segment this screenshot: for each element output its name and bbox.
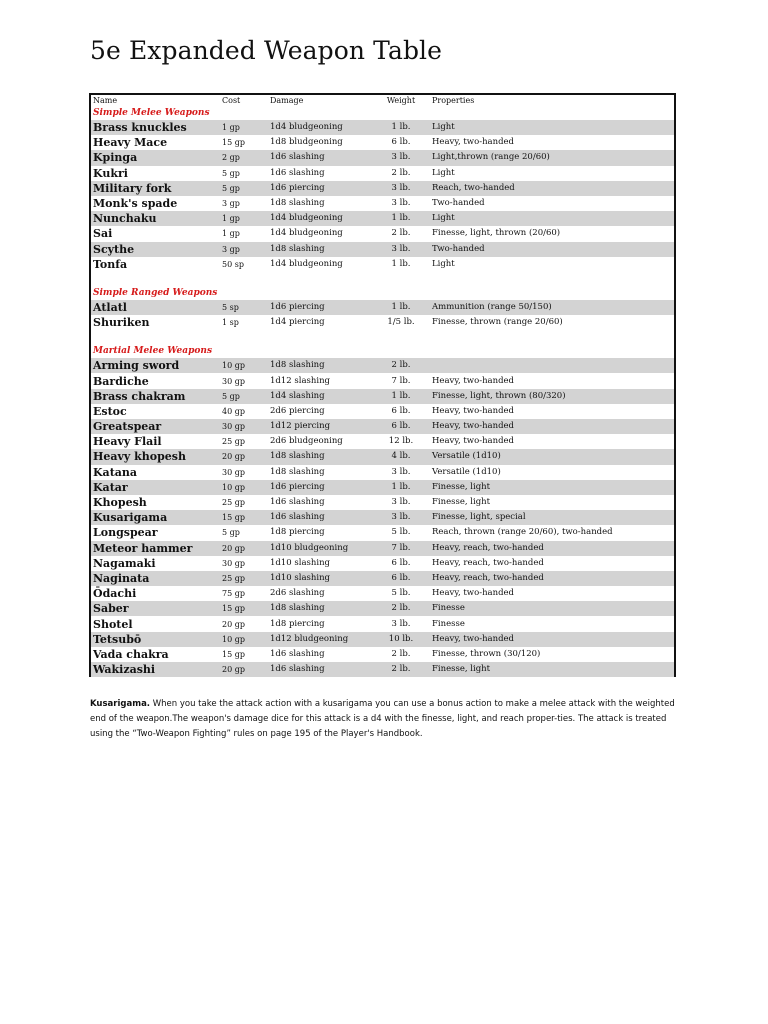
cell-damage: 1d6 piercing xyxy=(268,300,380,315)
cell-properties: Finesse, thrown (30/120) xyxy=(432,648,541,659)
cell-damage: 1d4 slashing xyxy=(268,389,380,404)
cell-weight: 2 lb. xyxy=(380,358,430,373)
cell-name: Khopesh xyxy=(93,496,147,510)
cell-cost: 1 gp xyxy=(220,211,268,226)
cell-cost: 75 gp xyxy=(222,589,245,599)
cell-properties: Heavy, two-handed xyxy=(430,632,674,647)
table-row xyxy=(91,586,674,601)
table-row xyxy=(91,632,674,647)
cell-properties: Light,thrown (range 20/60) xyxy=(430,150,674,165)
cell-properties: Finesse xyxy=(430,601,674,616)
table-row xyxy=(91,495,674,510)
cell-cost: 5 gp xyxy=(222,168,240,178)
table-row xyxy=(91,434,674,449)
weapon-table-body xyxy=(91,95,674,677)
cell-name: Vada chakra xyxy=(93,647,169,661)
cell-properties: Finesse, light, thrown (80/320) xyxy=(430,389,674,404)
table-row xyxy=(91,358,674,373)
cell-damage: 1d4 bludgeoning xyxy=(268,120,380,135)
cell-name: Kusarigama xyxy=(91,510,220,525)
cell-weight: 6 lb. xyxy=(391,405,411,416)
cell-weight: 3 lb. xyxy=(391,466,411,477)
cell-properties: Finesse, light xyxy=(432,497,491,508)
cell-cost: 20 gp xyxy=(220,662,268,677)
table-header-row xyxy=(91,95,674,107)
cell-damage: 1d10 slashing xyxy=(270,557,330,568)
cell-name: Tetsubō xyxy=(91,632,220,647)
cell-damage: 1d8 slashing xyxy=(270,466,325,477)
cell-damage: 1d12 bludgeoning xyxy=(268,632,380,647)
cell-weight: 2 lb. xyxy=(391,648,411,659)
cell-name: Atlatl xyxy=(91,300,220,315)
table-row xyxy=(91,211,674,226)
table-row xyxy=(91,242,674,257)
cell-damage: 1d4 piercing xyxy=(270,317,325,328)
cell-name: Katar xyxy=(91,480,220,495)
cell-weight: 1 lb. xyxy=(380,480,430,495)
cell-properties: Heavy, two-handed xyxy=(432,375,514,386)
cell-damage: 1d6 piercing xyxy=(268,480,380,495)
section-spacer xyxy=(91,272,674,287)
table-row xyxy=(91,510,674,525)
cell-weight: 12 lb. xyxy=(388,436,414,447)
cell-weight: 3 lb. xyxy=(380,181,430,196)
cell-name: Meteor hammer xyxy=(91,541,220,556)
cell-cost: 30 gp xyxy=(222,558,245,568)
cell-properties: Finesse, light xyxy=(430,662,674,677)
section-title: Simple Ranged Weapons xyxy=(93,287,218,298)
cell-name: Nunchaku xyxy=(91,211,220,226)
cell-name: Estoc xyxy=(93,404,127,418)
cell-cost: 10 gp xyxy=(220,632,268,647)
cell-damage: 1d4 bludgeoning xyxy=(270,258,343,269)
table-row xyxy=(91,226,674,241)
cell-weight: 3 lb. xyxy=(380,242,430,257)
cell-name: Kukri xyxy=(93,166,128,180)
table-row xyxy=(91,404,674,419)
cell-cost: 5 gp xyxy=(222,528,240,538)
table-row xyxy=(91,662,674,677)
section-header-row xyxy=(91,107,674,120)
header-damage: Damage xyxy=(270,96,304,105)
cell-properties: Versatile (1d10) xyxy=(430,449,674,464)
cell-weight: 7 lb. xyxy=(380,541,430,556)
cell-properties: Heavy, two-handed xyxy=(430,419,674,434)
section-header-row xyxy=(91,287,674,300)
table-row xyxy=(91,465,674,480)
cell-properties: Reach, thrown (range 20/60), two-handed xyxy=(432,527,613,538)
cell-weight: 1 lb. xyxy=(380,120,430,135)
cell-weight: 3 lb. xyxy=(391,497,411,508)
spacer-cell xyxy=(91,272,674,287)
cell-properties: Finesse, light xyxy=(430,480,674,495)
cell-weight: 6 lb. xyxy=(391,137,411,148)
cell-weight: 3 lb. xyxy=(391,618,411,629)
cell-properties: Light xyxy=(430,120,674,135)
cell-cost: 25 gp xyxy=(222,437,245,447)
cell-weight: 1 lb. xyxy=(391,258,411,269)
table-row xyxy=(91,541,674,556)
table-row xyxy=(91,616,674,631)
cell-cost: 2 gp xyxy=(220,150,268,165)
cell-name: Heavy Flail xyxy=(93,435,162,449)
cell-cost: 30 gp xyxy=(222,376,245,386)
cell-properties: Two-handed xyxy=(432,198,485,209)
cell-damage: 1d4 bludgeoning xyxy=(268,211,380,226)
cell-damage: 1d8 slashing xyxy=(268,601,380,616)
cell-name: Arming sword xyxy=(91,358,220,373)
cell-properties: Heavy, two-handed xyxy=(432,405,514,416)
table-row xyxy=(91,373,674,388)
cell-damage: 1d12 piercing xyxy=(268,419,380,434)
cell-properties: Two-handed xyxy=(430,242,674,257)
cell-cost: 10 gp xyxy=(220,480,268,495)
header-cost: Cost xyxy=(222,96,241,105)
cell-properties: Heavy, reach, two-handed xyxy=(432,557,544,568)
cell-name: Tonfa xyxy=(93,257,128,271)
cell-damage: 1d8 slashing xyxy=(268,358,380,373)
cell-damage: 1d8 slashing xyxy=(270,198,325,209)
table-row xyxy=(91,571,674,586)
weapon-table xyxy=(91,95,674,677)
cell-damage: 2d6 bludgeoning xyxy=(270,436,343,447)
cell-damage: 2d6 slashing xyxy=(270,588,325,599)
cell-name: Heavy Mace xyxy=(93,136,168,150)
cell-name: Monk's spade xyxy=(93,197,178,211)
cell-name: Brass knuckles xyxy=(91,120,220,135)
cell-properties: Heavy, two-handed xyxy=(432,137,514,148)
cell-weight: 1 lb. xyxy=(380,211,430,226)
cell-properties: Light xyxy=(432,258,455,269)
cell-cost: 15 gp xyxy=(220,601,268,616)
cell-weight: 6 lb. xyxy=(380,419,430,434)
cell-name: Brass chakram xyxy=(91,389,220,404)
cell-cost: 20 gp xyxy=(220,449,268,464)
table-row xyxy=(91,525,674,540)
cell-name: Katana xyxy=(93,465,138,479)
table-row xyxy=(91,150,674,165)
table-row xyxy=(91,300,674,315)
cell-weight: 3 lb. xyxy=(380,150,430,165)
cell-damage: 2d6 piercing xyxy=(270,405,325,416)
cell-damage: 1d6 slashing xyxy=(270,497,325,508)
cell-weight: 4 lb. xyxy=(380,449,430,464)
cell-damage: 1d6 slashing xyxy=(270,648,325,659)
cell-damage: 1d6 slashing xyxy=(268,662,380,677)
cell-name: Shotel xyxy=(93,617,133,631)
page-title: 5e Expanded Weapon Table xyxy=(90,36,443,65)
cell-properties: Finesse, light, special xyxy=(430,510,674,525)
cell-cost: 3 gp xyxy=(220,242,268,257)
cell-cost: 30 gp xyxy=(222,467,245,477)
cell-name: Heavy khopesh xyxy=(91,449,220,464)
cell-weight: 10 lb. xyxy=(380,632,430,647)
cell-properties: Heavy, two-handed xyxy=(432,436,514,447)
weapon-table-frame xyxy=(89,93,676,677)
cell-weight: 1/5 lb. xyxy=(387,317,415,328)
cell-cost: 15 gp xyxy=(220,510,268,525)
table-row xyxy=(91,135,674,150)
table-row xyxy=(91,120,674,135)
cell-cost: 20 gp xyxy=(222,619,245,629)
cell-properties: Finesse, thrown (range 20/60) xyxy=(432,317,563,328)
cell-name: Scythe xyxy=(91,242,220,257)
cell-name: Sai xyxy=(93,227,113,241)
cell-weight: 2 lb. xyxy=(380,601,430,616)
cell-properties: Finesse xyxy=(432,618,465,629)
cell-cost: 5 gp xyxy=(220,181,268,196)
note-text: When you take the attack action with a kusarigama you can use a bonus action to make a melee attack with the weighted end of the weapon.The weapon's damage dice for this attack is a d4 with the finesse, light, and reach proper-ties. The attack is treated using the “Two-Weapon Fighting” rules on page 195 of the Player's Handbook. xyxy=(90,699,675,739)
cell-cost: 30 gp xyxy=(220,419,268,434)
cell-weight: 2 lb. xyxy=(391,228,411,239)
cell-cost: 5 gp xyxy=(220,389,268,404)
cell-weight: 6 lb. xyxy=(380,571,430,586)
cell-name: Naginata xyxy=(91,571,220,586)
table-row xyxy=(91,449,674,464)
cell-cost: 50 sp xyxy=(222,259,244,269)
section-spacer xyxy=(91,330,674,345)
cell-damage: 1d8 slashing xyxy=(268,449,380,464)
cell-name: Ōdachi xyxy=(93,587,137,601)
cell-damage: 1d4 bludgeoning xyxy=(270,228,343,239)
cell-weight: 1 lb. xyxy=(380,389,430,404)
cell-damage: 1d6 slashing xyxy=(270,167,325,178)
cell-damage: 1d6 piercing xyxy=(268,181,380,196)
cell-cost: 25 gp xyxy=(222,498,245,508)
header-name: Name xyxy=(93,96,118,105)
table-row xyxy=(91,556,674,571)
cell-damage: 1d8 bludgeoning xyxy=(270,137,343,148)
cell-properties: Heavy, reach, two-handed xyxy=(430,541,674,556)
cell-properties: Light xyxy=(432,167,455,178)
cell-name: Longspear xyxy=(93,526,158,540)
kusarigama-note xyxy=(90,697,680,742)
cell-cost: 20 gp xyxy=(220,541,268,556)
cell-weight: 3 lb. xyxy=(380,510,430,525)
cell-name: Bardiche xyxy=(93,374,149,388)
cell-properties: Reach, two-handed xyxy=(430,181,674,196)
cell-cost: 15 gp xyxy=(222,649,245,659)
cell-cost: 3 gp xyxy=(222,199,240,209)
spacer-cell xyxy=(91,330,674,345)
cell-properties: Finesse, light, thrown (20/60) xyxy=(432,228,561,239)
section-header-row xyxy=(91,345,674,358)
cell-damage: 1d8 piercing xyxy=(270,618,325,629)
cell-cost: 5 sp xyxy=(220,300,268,315)
cell-weight: 5 lb. xyxy=(391,527,411,538)
cell-name: Shuriken xyxy=(93,316,150,330)
table-row xyxy=(91,389,674,404)
section-title: Simple Melee Weapons xyxy=(93,108,210,118)
cell-name: Greatspear xyxy=(91,419,220,434)
cell-damage: 1d6 slashing xyxy=(268,150,380,165)
cell-name: Kpinga xyxy=(91,150,220,165)
cell-cost: 1 sp xyxy=(222,318,239,328)
cell-damage: 1d6 slashing xyxy=(268,510,380,525)
cell-properties: Heavy, reach, two-handed xyxy=(430,571,674,586)
cell-properties: Light xyxy=(430,211,674,226)
cell-properties: Ammunition (range 50/150) xyxy=(430,300,674,315)
note-term: Kusarigama. xyxy=(90,699,151,709)
cell-name: Nagamaki xyxy=(93,556,156,570)
table-row xyxy=(91,419,674,434)
cell-properties xyxy=(430,358,674,373)
table-row xyxy=(91,647,674,662)
cell-cost: 15 gp xyxy=(222,138,245,148)
cell-weight: 3 lb. xyxy=(391,198,411,209)
section-title: Martial Melee Weapons xyxy=(93,346,213,357)
cell-damage: 1d10 bludgeoning xyxy=(268,541,380,556)
cell-properties: Versatile (1d10) xyxy=(432,466,501,477)
cell-weight: 5 lb. xyxy=(391,588,411,599)
cell-cost: 25 gp xyxy=(220,571,268,586)
table-row xyxy=(91,181,674,196)
table-row xyxy=(91,166,674,181)
table-row xyxy=(91,480,674,495)
cell-weight: 1 lb. xyxy=(380,300,430,315)
cell-name: Saber xyxy=(91,601,220,616)
cell-name: Military fork xyxy=(91,181,220,196)
cell-weight: 2 lb. xyxy=(380,662,430,677)
cell-cost: 1 gp xyxy=(220,120,268,135)
cell-cost: 40 gp xyxy=(222,406,245,416)
cell-cost: 1 gp xyxy=(222,229,240,239)
table-row xyxy=(91,196,674,211)
cell-damage: 1d8 piercing xyxy=(270,527,325,538)
cell-properties: Heavy, two-handed xyxy=(432,588,514,599)
header-properties: Properties xyxy=(432,96,475,105)
cell-damage: 1d8 slashing xyxy=(268,242,380,257)
cell-name: Wakizashi xyxy=(91,662,220,677)
cell-weight: 2 lb. xyxy=(391,167,411,178)
cell-damage: 1d12 slashing xyxy=(270,375,330,386)
cell-weight: 6 lb. xyxy=(391,557,411,568)
cell-cost: 10 gp xyxy=(220,358,268,373)
header-weight: Weight xyxy=(386,96,416,105)
table-row xyxy=(91,601,674,616)
table-row xyxy=(91,257,674,272)
cell-damage: 1d10 slashing xyxy=(268,571,380,586)
cell-weight: 7 lb. xyxy=(391,375,411,386)
table-row xyxy=(91,315,674,330)
